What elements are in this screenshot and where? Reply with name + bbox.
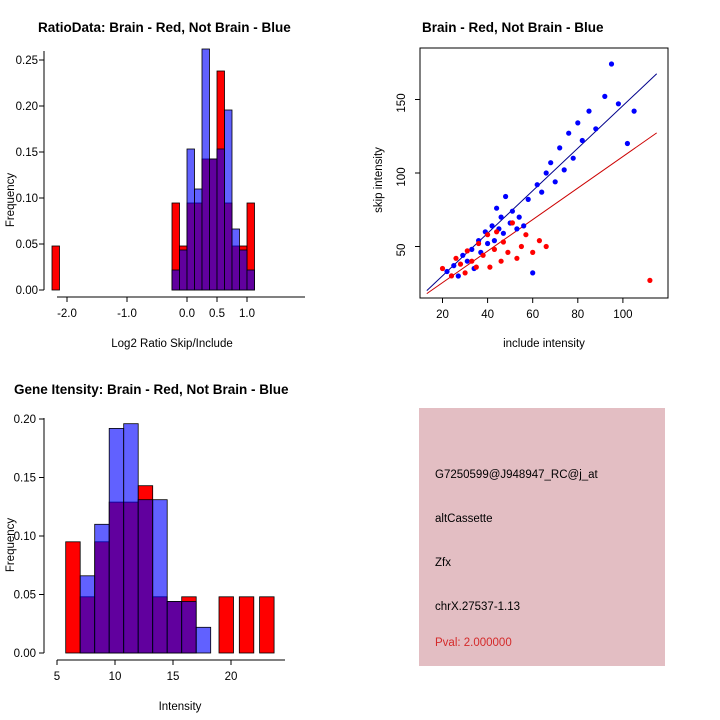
svg-text:0.15: 0.15 — [15, 147, 38, 159]
svg-text:0.05: 0.05 — [13, 589, 36, 602]
svg-text:100: 100 — [613, 309, 633, 321]
svg-text:0.10: 0.10 — [15, 193, 38, 205]
svg-text:50: 50 — [396, 243, 408, 257]
svg-text:Log2 Ratio Skip/Include: Log2 Ratio Skip/Include — [111, 338, 233, 350]
svg-text:include intensity: include intensity — [503, 338, 585, 350]
svg-text:100: 100 — [396, 167, 408, 187]
info-locus: chrX.27537-1.13 — [435, 601, 521, 613]
svg-text:15: 15 — [166, 671, 180, 683]
panel-ratio-histogram — [0, 0, 360, 360]
ratio-histogram-title: RatioData: Brain - Red, Not Brain - Blue — [38, 20, 291, 35]
info-gene: Zfx — [435, 557, 451, 569]
ratio-histogram-plot — [0, 0, 360, 360]
svg-text:0.25: 0.25 — [15, 55, 38, 67]
svg-text:80: 80 — [571, 309, 585, 321]
intensity-histogram-plot — [0, 360, 360, 720]
panel-intensity-histogram — [0, 360, 360, 720]
svg-text:20: 20 — [436, 309, 449, 321]
svg-text:0.15: 0.15 — [13, 472, 36, 485]
svg-text:0.10: 0.10 — [13, 531, 36, 543]
svg-text:0.5: 0.5 — [209, 308, 225, 320]
svg-text:10: 10 — [108, 671, 122, 683]
scatter-points-blue — [444, 61, 636, 278]
fit-line-brain — [427, 133, 657, 294]
svg-text:1.0: 1.0 — [239, 308, 255, 320]
svg-text:Frequency: Frequency — [5, 172, 17, 228]
svg-text:150: 150 — [396, 93, 408, 113]
svg-text:Frequency: Frequency — [5, 517, 17, 573]
info-panel — [419, 408, 665, 666]
svg-text:0.20: 0.20 — [13, 414, 36, 426]
svg-text:40: 40 — [481, 309, 494, 321]
svg-text:-1.0: -1.0 — [117, 308, 137, 320]
svg-text:5: 5 — [53, 671, 61, 683]
svg-text:20: 20 — [224, 671, 238, 683]
intensity-bars-blue — [80, 424, 211, 653]
svg-text:-2.0: -2.0 — [57, 308, 77, 320]
fit-line-not-brain — [427, 74, 657, 291]
info-pval: Pval: 2.000000 — [435, 637, 512, 649]
svg-text:0.20: 0.20 — [15, 101, 38, 113]
svg-text:Intensity: Intensity — [158, 701, 202, 713]
panel-intensity-scatter — [360, 0, 720, 360]
info-event-type: altCassette — [435, 513, 493, 525]
svg-text:60: 60 — [526, 309, 540, 321]
info-probe: G7250599@J948947_RC@j_at — [435, 469, 598, 481]
svg-text:0.00: 0.00 — [15, 285, 38, 297]
scatter-title: Brain - Red, Not Brain - Blue — [422, 20, 604, 35]
ratio-bars-blue — [172, 49, 255, 290]
scatter-plot — [360, 0, 720, 360]
svg-text:0.00: 0.00 — [13, 648, 36, 660]
svg-text:0.0: 0.0 — [179, 308, 195, 320]
intensity-histogram-title: Gene Itensity: Brain - Red, Not Brain - Blue — [14, 382, 289, 397]
svg-text:0.05: 0.05 — [15, 239, 38, 251]
svg-text:skip intensity: skip intensity — [373, 147, 385, 213]
